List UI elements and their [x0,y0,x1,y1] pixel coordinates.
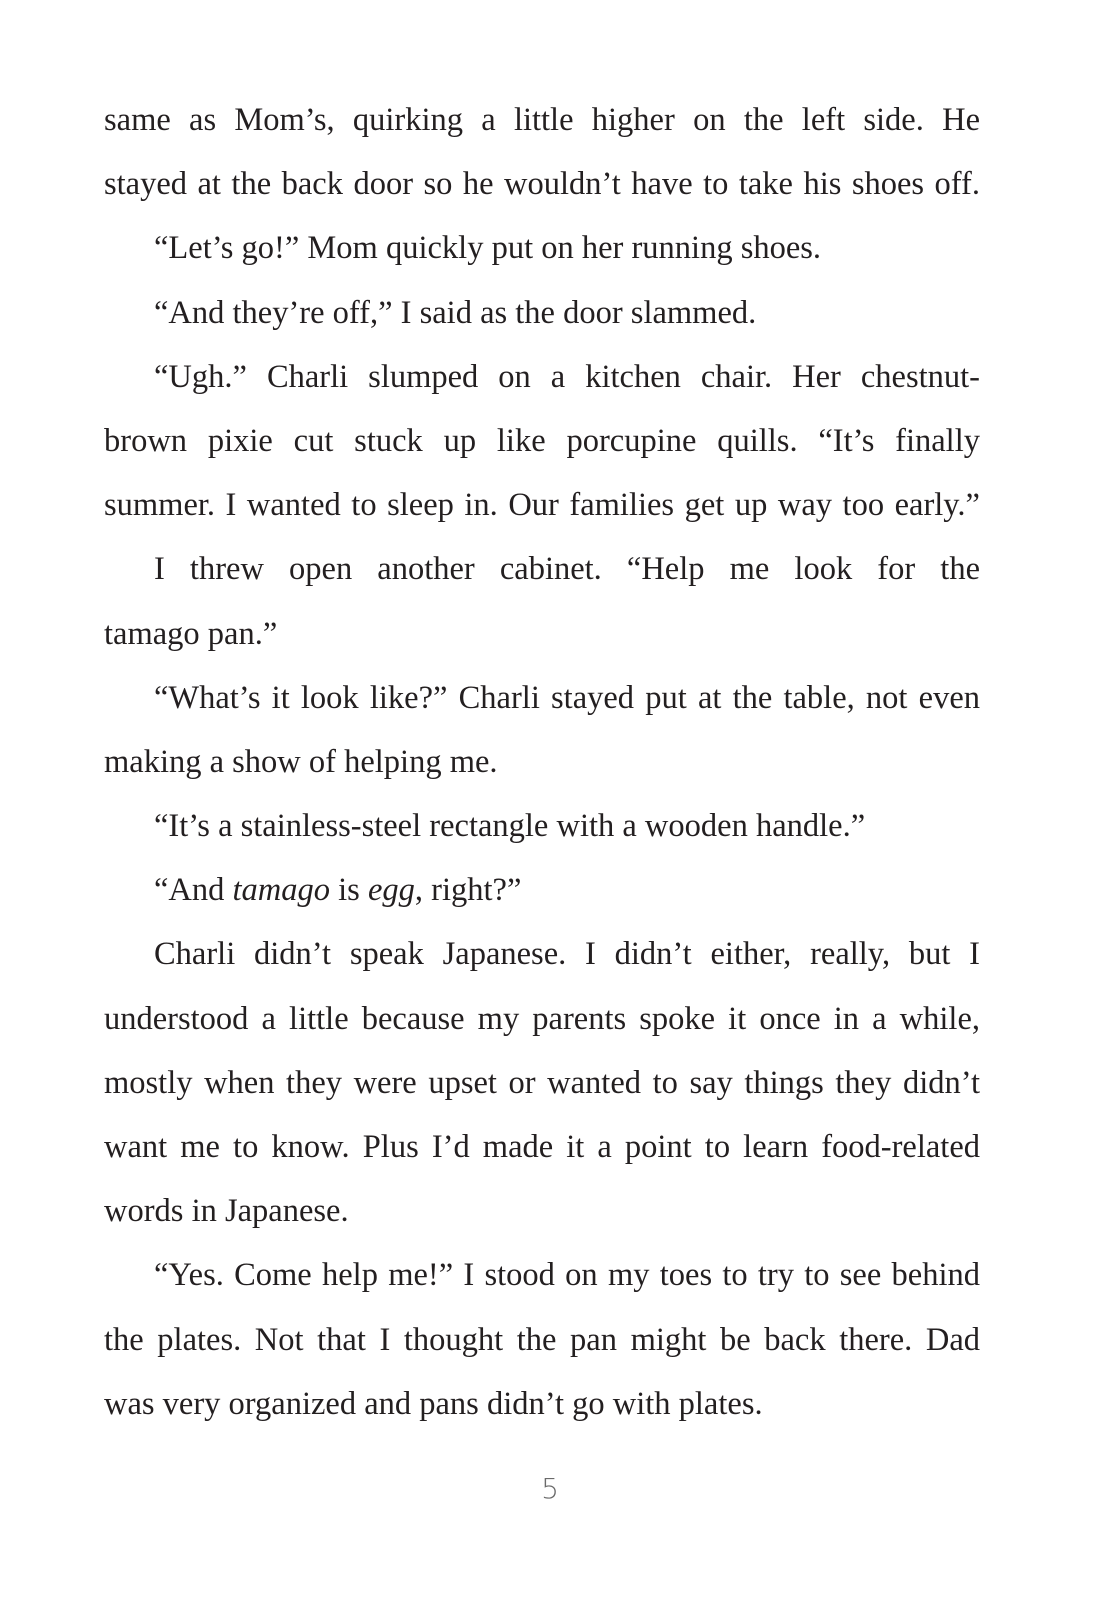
text-line: I threw open another cabinet. “Help me look for the [154,551,980,588]
page-number: 5 [541,1472,560,1505]
text-run: is [330,872,368,909]
text-line: Charli didn’t speak Japanese. I didn’t either, really, but I [154,936,980,973]
text-line: “Ugh.” Charli slumped on a kitchen chair. Her chestnut- [154,358,980,395]
text-line: understood a little because my parents spoke it once in a while, [104,1000,980,1037]
text-line: was very organized and pans didn’t go with plates. [104,1385,763,1422]
text-line: want me to know. Plus I’d made it a point to learn food-related [104,1129,980,1165]
text-line: “Yes. Come help me!” I stood on my toes to try to see behind [154,1257,980,1294]
text-line: mostly when they were upset or wanted to say things they didn’t [104,1064,980,1101]
text-line: words in Japanese. [104,1193,349,1230]
text-run: “And [154,872,233,909]
text-line-with-italics [104,858,980,922]
text-line: the plates. Not that I thought the pan might be back there. Dad [104,1321,980,1358]
text-line: summer. I wanted to sleep in. Our families get up way too early.” [104,487,980,524]
text-line: tamago pan.” [104,615,278,652]
text-line: “And they’re off,” I said as the door slammed. [154,294,757,331]
italic-word: egg [367,872,415,909]
text-line: stayed at the back door so he wouldn’t have to take his shoes off. [104,166,980,203]
text-line: making a show of helping me. [104,743,498,780]
text-line: same as Mom’s, quirking a little higher on the left side. He [104,102,980,138]
body-text [104,88,980,1436]
text-run: , right?” [414,872,522,909]
text-line: “What’s it look like?” Charli stayed put at the table, not even [154,679,980,716]
text-line: “Let’s go!” Mom quickly put on her running shoes. [154,230,822,267]
text-line: brown pixie cut stuck up like porcupine quills. “It’s finally [104,422,980,459]
italic-word: tamago [232,872,331,909]
text-line: “It’s a stainless-steel rectangle with a wooden handle.” [154,808,866,845]
